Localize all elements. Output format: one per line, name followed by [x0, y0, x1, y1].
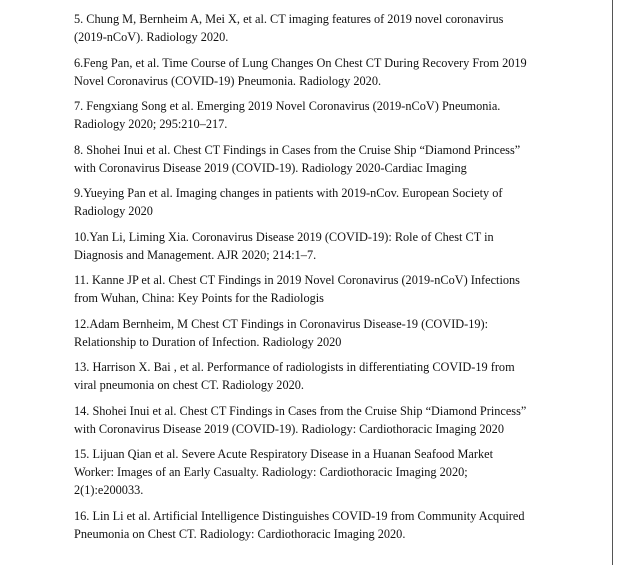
reference-line: 7. Fengxiang Song et al. Emerging 2019 Novel Coronavirus (2019-nCoV) Pneumonia. — [74, 99, 501, 113]
reference-line: (2019-nCoV). Radiology 2020. — [74, 30, 229, 44]
reference-item — [74, 228, 549, 264]
reference-line: with Coronavirus Disease 2019 (COVID-19). Radiology 2020-Cardiac Imaging — [74, 160, 467, 175]
reference-line: 8. Shohei Inui et al. Chest CT Findings in Cases from the Cruise Ship “Diamond Princess” — [74, 142, 521, 157]
reference-line: 9.Yueying Pan et al. Imaging changes in patients with 2019-nCov. European Society of — [74, 186, 503, 200]
reference-line: 15. Lijuan Qian et al. Severe Acute Respiratory Disease in a Huanan Seafood Market — [74, 447, 493, 461]
reference-line: from Wuhan, China: Key Points for the Radiologis — [74, 291, 324, 305]
reference-list — [74, 10, 549, 550]
reference-line: 5. Chung M, Bernheim A, Mei X, et al. CT imaging features of 2019 novel coronavirus — [74, 12, 504, 26]
reference-line: 2(1):e200033. — [74, 483, 144, 497]
reference-line: Relationship to Duration of Infection. Radiology 2020 — [74, 334, 342, 349]
reference-line: Pneumonia on Chest CT. Radiology: Cardiothoracic Imaging 2020. — [74, 526, 406, 541]
reference-line: viral pneumonia on chest CT. Radiology 2020. — [74, 378, 304, 392]
reference-line: 13. Harrison X. Bai , et al. Performance of radiologists in differentiating COVID-19 from — [74, 360, 515, 374]
reference-item — [74, 271, 549, 307]
reference-line: 16. Lin Li et al. Artificial Intelligence Distinguishes COVID-19 from Community Acquired — [74, 508, 525, 523]
reference-line: 12.Adam Bernheim, M Chest CT Findings in Coronavirus Disease-19 (COVID-19): — [74, 316, 489, 331]
reference-line: 14. Shohei Inui et al. Chest CT Findings in Cases from the Cruise Ship “Diamond Princess” — [74, 403, 527, 418]
reference-line: Radiology 2020; 295:210–217. — [74, 117, 228, 131]
reference-line: Diagnosis and Management. AJR 2020; 214:1–7. — [74, 247, 317, 262]
reference-item — [74, 184, 549, 220]
reference-item — [74, 315, 549, 351]
reference-item — [74, 97, 549, 133]
reference-item — [74, 141, 549, 177]
reference-line: 10.Yan Li, Liming Xia. Coronavirus Disease 2019 (COVID-19): Role of Chest CT in — [74, 229, 494, 244]
reference-line: 6.Feng Pan, et al. Time Course of Lung Changes On Chest CT During Recovery From 2019 — [74, 55, 527, 70]
reference-item — [74, 54, 549, 90]
reference-line: with Coronavirus Disease 2019 (COVID-19). Radiology: Cardiothoracic Imaging 2020 — [74, 421, 504, 436]
reference-item — [74, 445, 549, 499]
reference-line: 11. Kanne JP et al. Chest CT Findings in 2019 Novel Coronavirus (2019-nCoV) Infections — [74, 273, 520, 287]
reference-item — [74, 402, 549, 438]
reference-item — [74, 507, 549, 543]
reference-item — [74, 10, 549, 46]
reference-line: Worker: Images of an Early Casualty. Radiology: Cardiothoracic Imaging 2020; — [74, 465, 468, 479]
reference-item — [74, 358, 549, 394]
page-edge-divider — [612, 0, 613, 565]
reference-line: Novel Coronavirus (COVID-19) Pneumonia. Radiology 2020. — [74, 73, 382, 88]
reference-line: Radiology 2020 — [74, 204, 153, 218]
